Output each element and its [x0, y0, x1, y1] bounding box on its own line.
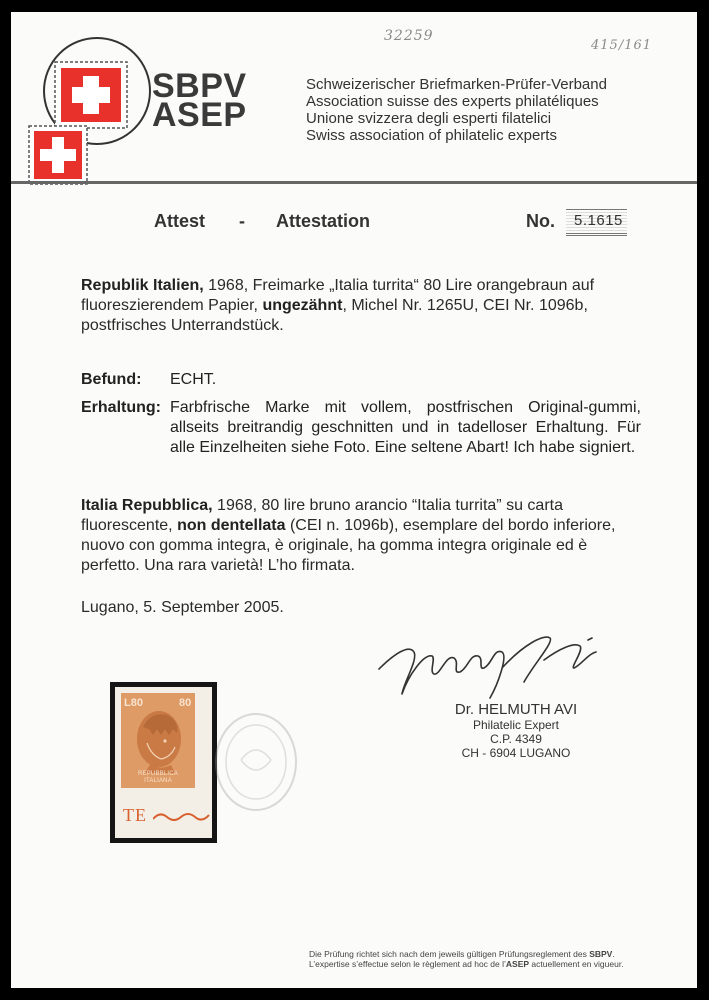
wavy-line-icon — [153, 809, 212, 823]
certificate-number-label: No. — [526, 211, 555, 231]
org-name-en: Swiss association of philatelic experts — [306, 127, 557, 144]
footer-disclaimer — [309, 949, 624, 969]
stamp-inscription-2: ITALIANA — [144, 778, 172, 784]
footer-line-de-c: . — [612, 949, 615, 959]
finding-row-erhaltung — [81, 398, 641, 458]
description-german — [81, 276, 641, 336]
sbpv-logo — [17, 36, 162, 186]
footer-line-de-a: Die Prüfung richtet sich nach dem jeweils gültigen Prüfungsreglement des — [309, 949, 590, 959]
description-it-text-1: 1968, 80 lire bruno arancio “Italia turrita” su carta fluorescente, — [81, 497, 563, 534]
title-dash: - — [239, 211, 245, 231]
finding-label: Befund: — [81, 371, 142, 388]
findings — [81, 370, 641, 466]
finding-row-befund — [81, 370, 641, 390]
stamp-inscription-1: REPUBBLICA — [137, 771, 178, 777]
org-abbreviations — [152, 67, 247, 134]
header-divider — [11, 181, 697, 184]
org-abbr-sbpv: SBPV — [152, 67, 247, 105]
handwritten-reference-1: 32259 — [384, 28, 434, 44]
description-de-text-2: , Michel Nr. 1265U, CEI Nr. 1096b, postfrisches Unterrandstück. — [81, 297, 588, 334]
footer-line-fr — [309, 959, 624, 969]
org-names — [306, 76, 607, 144]
description-de-imperf: ungezähnt — [262, 297, 343, 314]
footer-line-fr-b: ASEP — [505, 959, 530, 969]
footer-line-fr-a: L’expertise s’effectue selon le règlement ad hoc de l’ — [309, 959, 506, 969]
finding-label: Erhaltung: — [81, 399, 161, 416]
embossed-seal-icon — [211, 710, 301, 815]
handwritten-reference-2: 415/161 — [591, 38, 653, 53]
finding-value: ECHT. — [170, 371, 217, 388]
expert-role: Philatelic Expert — [472, 718, 560, 732]
stamp-paper — [115, 687, 212, 838]
description-it-country: Italia Repubblica, — [81, 497, 213, 514]
description-de-country: Republik Italien, — [81, 277, 204, 294]
footer-line-fr-c: actuellement en vigueur. — [529, 959, 624, 969]
expert-signature — [374, 624, 614, 704]
footer-line-de-b: SBPV — [589, 949, 613, 959]
expert-name: Dr. HELMUTH AVI — [454, 701, 578, 718]
place-date: Lugano, 5. September 2005. — [81, 599, 284, 616]
org-abbr-asep: ASEP — [152, 96, 247, 134]
stamp-value-right: 80 — [179, 697, 192, 709]
stamp-photo — [110, 682, 217, 843]
certificate-number: 5.1615 — [566, 209, 627, 236]
stamp-value-left: L80 — [124, 697, 143, 709]
org-name-it: Unione svizzera degli esperti filatelici — [306, 110, 552, 127]
title-attest: Attest — [154, 211, 206, 231]
description-de-text-1: 1968, Freimarke „Italia turrita“ 80 Lire orangebraun auf fluoreszierendem Papier, — [81, 277, 595, 314]
expert-po-box: C.P. 4349 — [490, 732, 542, 746]
certificate-sheet — [11, 12, 697, 988]
description-it-text-2: (CEI n. 1096b), esemplare del bordo inferiore, nuovo con gomma integra, è originale, ha gomma integra originale ed è perfetto. Una rara varietà! L’ho firmata. — [81, 517, 616, 574]
description-it-imperf: non dentellata — [177, 517, 286, 534]
finding-value: Farbfrische Marke mit vollem, postfrischen Original-gummi, allseits breitrandig geschnitten und in tadelloser Erhaltung. Für alle Einzelheiten siehe Foto. Eine seltene Abart! Ich habe signiert. — [170, 399, 641, 456]
org-name-de: Schweizerischer Briefmarken-Prüfer-Verband — [306, 76, 607, 93]
description-italian — [81, 496, 639, 576]
expert-block — [431, 701, 601, 760]
stamp-margin-text: TE — [123, 805, 147, 825]
title-attestation: Attestation — [276, 211, 370, 231]
expert-address: CH - 6904 LUGANO — [461, 746, 571, 760]
footer-line-de — [309, 949, 624, 959]
org-name-fr: Association suisse des experts philatéliques — [306, 93, 599, 110]
